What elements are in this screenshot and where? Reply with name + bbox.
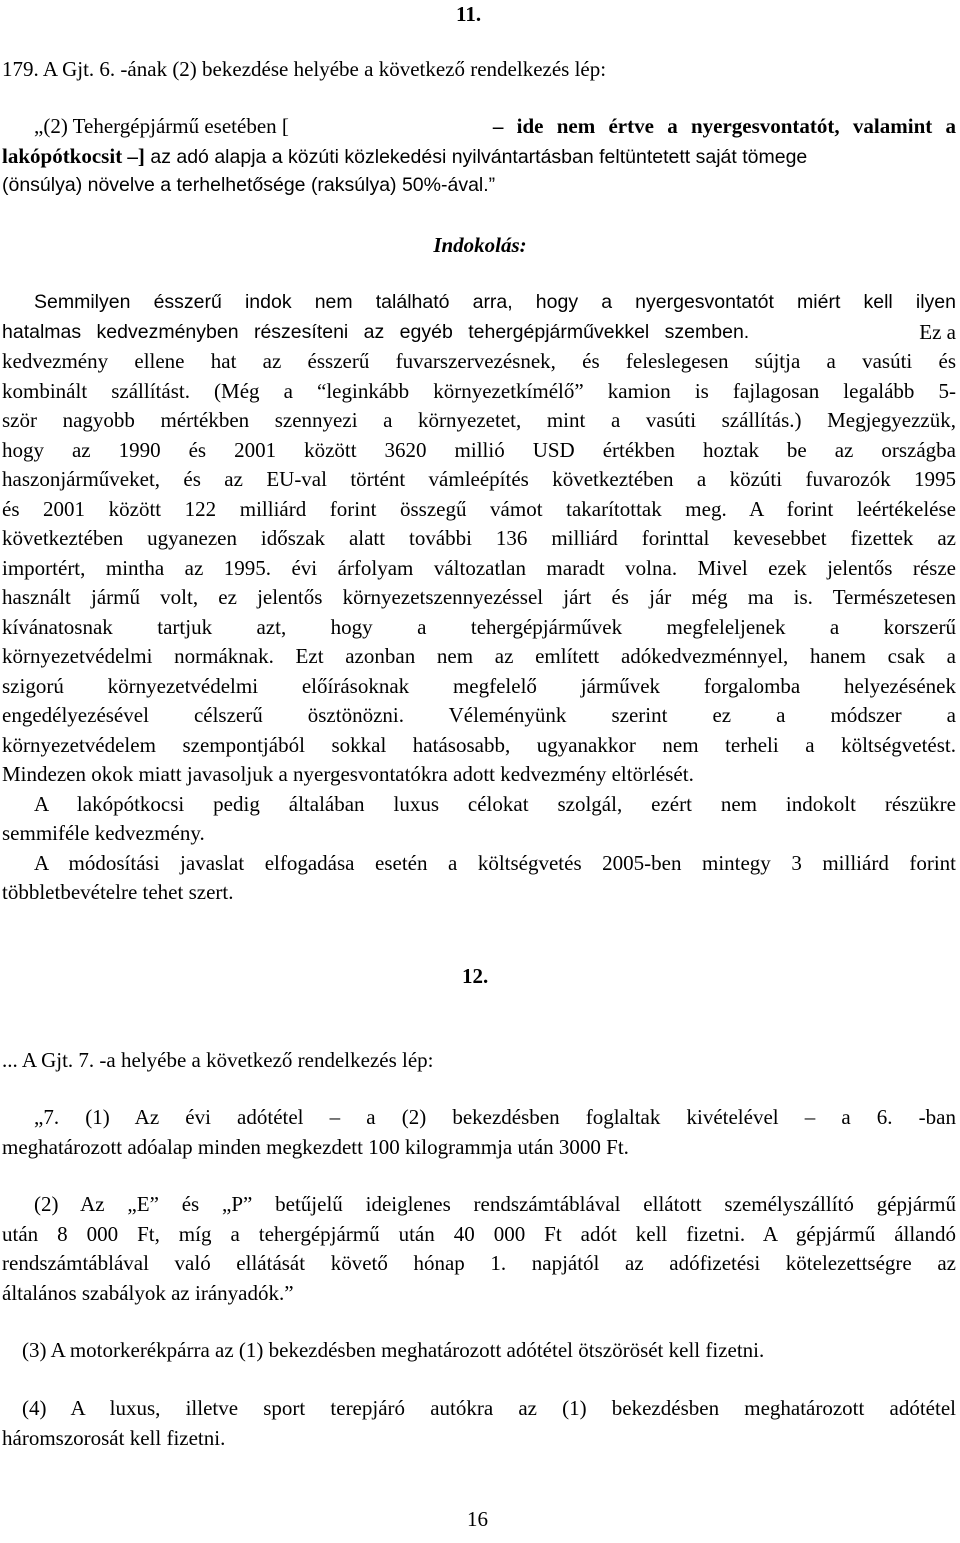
section-12-p1-line-2: meghatározott adóalap minden megkezdett 100 kilogrammja után 3000 Ft. bbox=[2, 1135, 629, 1159]
body-line: környezetvédelem szempontjából sokkal hatásosabb, ugyanakkor nem terheli a költségvetést. bbox=[2, 733, 956, 757]
section-12-p1-line-1: „7. (1) Az évi adótétel – a (2) bekezdésben foglaltak kivételével – a 6. -ban bbox=[34, 1105, 956, 1129]
paragraph-3-line-2: többletbevételre tehet szert. bbox=[2, 880, 234, 904]
body-line: hogy az 1990 és 2001 között 3620 millió USD értékben hoztak be az országba bbox=[2, 438, 956, 462]
body-line: ször nagyobb mértékben szennyezi a környezetet, mint a vasúti szállítás.) Megjegyezzük, bbox=[2, 408, 956, 432]
section-number-12: 12. bbox=[462, 964, 489, 988]
body-line: szigorú környezetvédelmi előírásoknak megfelelő járművek forgalomba helyezésének bbox=[2, 674, 956, 698]
body-line: importért, mintha az 1995. évi árfolyam változatlan maradt volna. Mivel ezek jelentős része bbox=[2, 556, 956, 580]
section-12-p2-line-2: után 8 000 Ft, míg a tehergépjármű után 40 000 Ft adót kell fizetni. A gépjármű állandó bbox=[2, 1222, 956, 1246]
paragraph-2-line-1: A lakópótkocsi pedig általában luxus célokat szolgál, ezért nem indokolt részükre bbox=[34, 792, 956, 816]
section-number-11: 11. bbox=[456, 2, 482, 26]
quote-line-1-bold: – ide nem értve a nyergesvontatót, valamint a bbox=[492, 114, 956, 138]
section-12-p4-line-2: háromszorosát kell fizetni. bbox=[2, 1426, 226, 1450]
section-11-intro: 179. A Gjt. 6. -ának (2) bekezdése helyébe a következő rendelkezés lép: bbox=[2, 57, 607, 81]
body-line: és 2001 között 122 milliárd forint összegű vámot takarítottak meg. A forint leértékelése bbox=[2, 497, 956, 521]
justification-line-1: Semmilyen ésszerű indok nem található arra, hogy a nyergesvontatót miért kell ilyen bbox=[34, 291, 956, 313]
quote-line-2-rest: az adó alapja a közúti közlekedési nyilvántartásban feltüntetett saját tömege bbox=[144, 146, 808, 168]
section-12-p2-line-1: (2) Az „E” és „P” betűjelű ideiglenes rendszámtáblával ellátott személyszállító gépjármű bbox=[34, 1192, 956, 1216]
section-12-p2-line-3: rendszámtáblával való ellátását követő hónap 1. napjától az adófizetési kötelezettségre az bbox=[2, 1251, 956, 1275]
section-12-p3: (3) A motorkerékpárra az (1) bekezdésben meghatározott adótétel ötszörösét kell fizetni. bbox=[22, 1338, 765, 1362]
section-12-p2-line-4: általános szabályok az irányadók.” bbox=[2, 1281, 294, 1305]
body-line: kedvezmény ellene hat az ésszerű fuvarszervezésnek, és feleslegesen sújtja a vasúti és bbox=[2, 349, 956, 373]
quote-line-1 bbox=[34, 112, 956, 142]
quote-line-3: (önsúlya) növelve a terhelhetősége (raksúlya) 50%-ával.” bbox=[2, 174, 496, 196]
body-line: kívánatosnak tartjuk azt, hogy a tehergépjárművek megfeleljenek a korszerű bbox=[2, 615, 956, 639]
body-line: kombinált szállítást. (Még a “leginkább környezetkímélő” kamion is fajlagosan legalább 5- bbox=[2, 379, 956, 403]
justification-line-2-tail: Ez a bbox=[919, 320, 956, 344]
paragraph-3-line-1: A módosítási javaslat elfogadása esetén a költségvetés 2005-ben mintegy 3 milliárd forint bbox=[34, 851, 956, 875]
paragraph-2-line-2: semmiféle kedvezmény. bbox=[2, 821, 205, 845]
quote-line-1-start: „(2) Tehergépjármű esetében [ bbox=[34, 114, 289, 138]
body-line-last: Mindezen okok miatt javasoljuk a nyergesvontatókra adott kedvezmény eltörlését. bbox=[2, 762, 694, 786]
body-line: haszonjárműveket, és az EU-val történt vámleépítés következtében a közúti fuvarozók 1995 bbox=[2, 467, 956, 491]
quote-line-2 bbox=[2, 142, 956, 173]
quote-line-2-bold: lakópótkocsit –] bbox=[2, 144, 145, 168]
justification-heading: Indokolás: bbox=[433, 233, 527, 257]
justification-line-2-text: hatalmas kedvezményben részesíteni az egyéb tehergépjárművekkel szemben. bbox=[2, 321, 750, 343]
body-line: környezetvédelmi normáknak. Ezt azonban nem az említett adókedvezménnyel, hanem csak a bbox=[2, 644, 956, 668]
section-12-p4-line-1: (4) A luxus, illetve sport terepjáró autókra az (1) bekezdésben meghatározott adótétel bbox=[22, 1396, 956, 1420]
body-line: következtében ugyanezen időszak alatt további 136 milliárd forinttal kevesebbet fizettek az bbox=[2, 526, 956, 550]
page-number: 16 bbox=[467, 1507, 488, 1531]
body-line: használt jármű volt, ez jelentős környezetszennyezéssel járt és jár még ma is. Természetesen bbox=[2, 585, 956, 609]
section-12-intro: ... A Gjt. 7. -a helyébe a következő rendelkezés lép: bbox=[2, 1048, 434, 1072]
body-line: engedélyezésével célszerű ösztönözni. Véleményünk szerint ez a módszer a bbox=[2, 703, 956, 727]
justification-line-2 bbox=[2, 318, 956, 348]
